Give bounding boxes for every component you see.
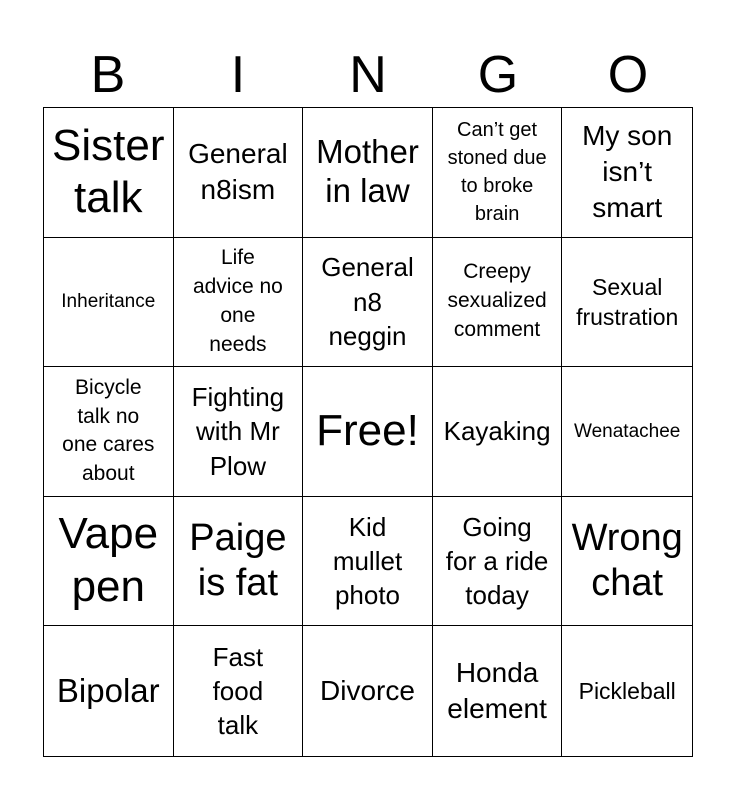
- cell-label: Creepy sexualized comment: [447, 260, 547, 342]
- bingo-cell[interactable]: [303, 238, 433, 368]
- bingo-cell[interactable]: [562, 238, 692, 368]
- cell-label: Kid mullet photo: [332, 511, 403, 611]
- bingo-cell[interactable]: [303, 626, 433, 756]
- header-letter-b: B: [90, 46, 126, 104]
- cell-label: Fast food talk: [212, 641, 264, 741]
- bingo-cell[interactable]: [433, 367, 563, 497]
- bingo-cell[interactable]: [174, 626, 304, 756]
- cell-label: Sister talk: [52, 120, 165, 223]
- bingo-cell[interactable]: [44, 497, 174, 627]
- cell-label: My son isn’t smart: [582, 119, 673, 224]
- bingo-cell[interactable]: [174, 367, 304, 497]
- header-letter-n: N: [349, 46, 387, 104]
- cell-label: Bipolar: [56, 671, 160, 709]
- bingo-board: [43, 107, 693, 757]
- cell-label: Pickleball: [578, 678, 676, 705]
- bingo-cell[interactable]: [44, 108, 174, 238]
- free-space-label: Free!: [316, 406, 419, 456]
- cell-label: Sexual frustration: [576, 273, 679, 330]
- bingo-cell[interactable]: [44, 367, 174, 497]
- cell-label: Mother in law: [316, 133, 419, 210]
- bingo-cell[interactable]: [174, 497, 304, 627]
- bingo-cell[interactable]: [303, 108, 433, 238]
- bingo-cell[interactable]: [433, 626, 563, 756]
- cell-label: Inheritance: [61, 291, 156, 313]
- bingo-cell[interactable]: [433, 108, 563, 238]
- bingo-cell[interactable]: [174, 108, 304, 238]
- bingo-cell[interactable]: [562, 108, 692, 238]
- cell-label: Honda element: [447, 656, 547, 725]
- bingo-cell[interactable]: [562, 367, 692, 497]
- free-space-cell[interactable]: [303, 367, 433, 497]
- bingo-cell[interactable]: [433, 238, 563, 368]
- header-letter-g: G: [477, 46, 519, 104]
- header-letter-o: O: [607, 46, 649, 104]
- header-letter-i: I: [230, 46, 246, 104]
- cell-label: Fighting with Mr Plow: [191, 382, 285, 481]
- cell-label: Wenatachee: [574, 420, 681, 442]
- cell-label: Kayaking: [443, 416, 551, 447]
- bingo-cell[interactable]: [44, 626, 174, 756]
- bingo-cell[interactable]: [562, 626, 692, 756]
- cell-label: Can’t get stoned due to broke brain: [447, 119, 547, 226]
- cell-label: Bicycle talk no one cares about: [62, 375, 155, 486]
- bingo-cell[interactable]: [562, 497, 692, 627]
- cell-label: Vape pen: [58, 509, 159, 612]
- bingo-cell[interactable]: [303, 497, 433, 627]
- cell-label: Wrong chat: [571, 516, 683, 605]
- bingo-header: [43, 44, 693, 106]
- cell-label: General n8ism: [188, 137, 288, 206]
- cell-label: General n8 neggin: [321, 252, 414, 352]
- bingo-cell[interactable]: [44, 238, 174, 368]
- bingo-cell[interactable]: [174, 238, 304, 368]
- cell-label: Life advice no one needs: [192, 245, 283, 356]
- cell-label: Divorce: [320, 675, 415, 706]
- cell-label: Going for a ride today: [445, 511, 549, 611]
- cell-label: Paige is fat: [189, 516, 287, 605]
- bingo-cell[interactable]: [433, 497, 563, 627]
